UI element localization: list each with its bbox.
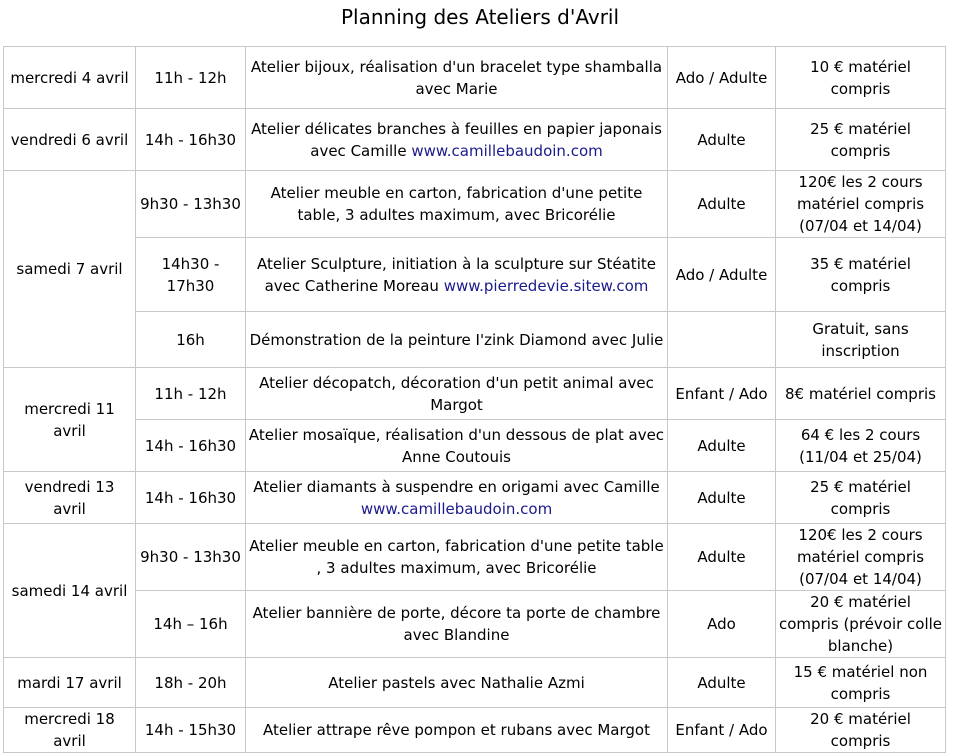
- time-cell: 14h30 - 17h30: [136, 238, 246, 312]
- schedule-row: [4, 47, 946, 109]
- price-cell: Gratuit, sans inscription: [776, 312, 946, 368]
- price-cell: 120€ les 2 cours matériel compris (07/04 et 14/04): [776, 524, 946, 591]
- time-cell: 14h - 16h30: [136, 109, 246, 171]
- schedule-row: [4, 591, 946, 658]
- description-cell: [246, 658, 668, 708]
- audience-cell: Adulte: [668, 472, 776, 524]
- time-cell: 14h – 16h: [136, 591, 246, 658]
- description-text: Atelier attrape rêve pompon et rubans avec Margot: [263, 721, 650, 739]
- price-cell: 20 € matériel compris: [776, 708, 946, 753]
- description-text: Atelier meuble en carton, fabrication d'une petite table , 3 adultes maximum, avec Bricorélie: [249, 537, 664, 577]
- price-cell: 25 € matériel compris: [776, 472, 946, 524]
- time-cell: 16h: [136, 312, 246, 368]
- date-cell: vendredi 13 avril: [4, 472, 136, 524]
- website-link[interactable]: www.pierredevie.sitew.com: [443, 276, 649, 295]
- date-cell: mercredi 18 avril: [4, 708, 136, 753]
- description-text: Atelier pastels avec Nathalie Azmi: [328, 673, 585, 692]
- time-cell: 14h - 15h30: [136, 708, 246, 753]
- price-cell: 25 € matériel compris: [776, 109, 946, 171]
- description-cell: [246, 708, 668, 753]
- description-cell: [246, 47, 668, 109]
- description-cell: [246, 109, 668, 171]
- description-text: Atelier diamants à suspendre en origami avec Camille: [253, 477, 660, 496]
- description-text: Atelier décopatch, décoration d'un petit animal avec Margot: [259, 373, 654, 414]
- description-text: Atelier bannière de porte, décore ta porte de chambre avec Blandine: [252, 604, 661, 644]
- price-cell: 120€ les 2 cours matériel compris (07/04 et 14/04): [776, 171, 946, 238]
- time-cell: 11h - 12h: [136, 47, 246, 109]
- schedule-table: [3, 46, 946, 753]
- description-text: Atelier mosaïque, réalisation d'un dessous de plat avec Anne Coutouis: [248, 425, 665, 466]
- page-title: Planning des Ateliers d'Avril: [340, 5, 620, 29]
- price-cell: 35 € matériel compris: [776, 238, 946, 312]
- schedule-row: [4, 472, 946, 524]
- date-cell: mardi 17 avril: [4, 658, 136, 708]
- description-text: Démonstration de la peinture I'zink Diamond avec Julie: [249, 330, 664, 349]
- schedule-row: [4, 238, 946, 312]
- audience-cell: Adulte: [668, 524, 776, 591]
- price-cell: 10 € matériel compris: [776, 47, 946, 109]
- schedule-row: [4, 171, 946, 238]
- website-link[interactable]: www.camillebaudoin.com: [360, 499, 553, 518]
- time-cell: 11h - 12h: [136, 368, 246, 420]
- description-cell: [246, 238, 668, 312]
- schedule-row: [4, 524, 946, 591]
- time-cell: 9h30 - 13h30: [136, 171, 246, 238]
- audience-cell: [668, 312, 776, 368]
- description-cell: [246, 171, 668, 238]
- audience-cell: Ado / Adulte: [668, 47, 776, 109]
- price-cell: 8€ matériel compris: [776, 368, 946, 420]
- description-text: Atelier bijoux, réalisation d'un bracelet type shamballa avec Marie: [250, 57, 663, 98]
- audience-cell: Adulte: [668, 420, 776, 472]
- description-text: Atelier délicates branches à feuilles en papier japonais avec Camille: [251, 119, 662, 160]
- schedule-row: [4, 658, 946, 708]
- description-text: Atelier meuble en carton, fabrication d'une petite table, 3 adultes maximum, avec Bricorélie: [270, 184, 643, 224]
- schedule-row: [4, 420, 946, 472]
- schedule-row: [4, 109, 946, 171]
- price-cell: 64 € les 2 cours (11/04 et 25/04): [776, 420, 946, 472]
- date-cell: samedi 14 avril: [4, 524, 136, 658]
- description-cell: [246, 591, 668, 658]
- description-cell: [246, 312, 668, 368]
- description-cell: [246, 368, 668, 420]
- website-link[interactable]: www.camillebaudoin.com: [411, 141, 603, 160]
- description-cell: [246, 420, 668, 472]
- price-cell: 15 € matériel non compris: [776, 658, 946, 708]
- date-cell: samedi 7 avril: [4, 171, 136, 368]
- description-text: Atelier Sculpture, initiation à la sculpture sur Stéatite avec Catherine Moreau: [257, 254, 656, 295]
- audience-cell: Adulte: [668, 109, 776, 171]
- date-cell: vendredi 6 avril: [4, 109, 136, 171]
- time-cell: 14h - 16h30: [136, 472, 246, 524]
- audience-cell: Enfant / Ado: [668, 708, 776, 753]
- schedule-row: [4, 708, 946, 753]
- price-cell: 20 € matériel compris (prévoir colle blanche): [776, 591, 946, 658]
- date-cell: mercredi 4 avril: [4, 47, 136, 109]
- schedule-row: [4, 312, 946, 368]
- schedule-row: [4, 368, 946, 420]
- audience-cell: Ado / Adulte: [668, 238, 776, 312]
- time-cell: 9h30 - 13h30: [136, 524, 246, 591]
- audience-cell: Adulte: [668, 171, 776, 238]
- time-cell: 18h - 20h: [136, 658, 246, 708]
- date-cell: mercredi 11 avril: [4, 368, 136, 472]
- description-cell: [246, 472, 668, 524]
- description-cell: [246, 524, 668, 591]
- audience-cell: Ado: [668, 591, 776, 658]
- time-cell: 14h - 16h30: [136, 420, 246, 472]
- audience-cell: Enfant / Ado: [668, 368, 776, 420]
- audience-cell: Adulte: [668, 658, 776, 708]
